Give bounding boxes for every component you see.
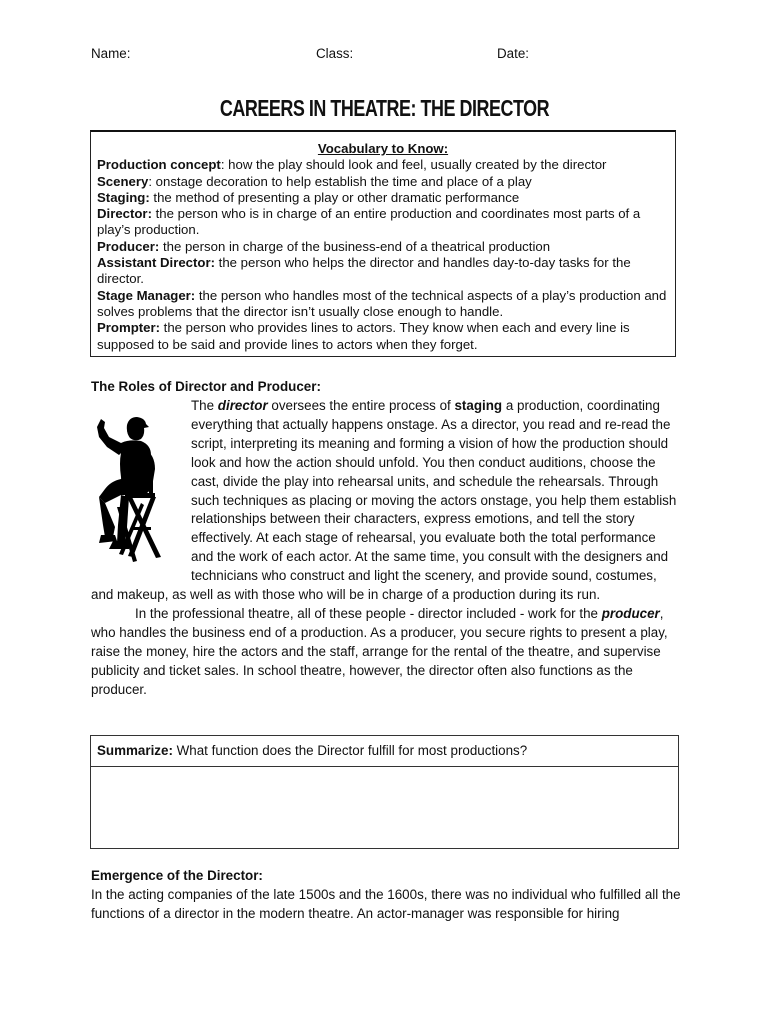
roles-text: , who handles the business end of a production. As a producer, you secure rights to present a play, raise the money, hire the actors and the staff, arrange for the rental of the theatre, and supervise publicity and ticket sales. In school theatre, however, the director often also functions as the producer. xyxy=(91,605,668,697)
vocab-item xyxy=(97,157,669,173)
vocab-item xyxy=(97,288,669,321)
page-title: CAREERS IN THEATRE: THE DIRECTOR xyxy=(219,95,550,121)
date-label: Date: xyxy=(497,46,530,61)
staging-term: staging xyxy=(454,398,503,413)
vocab-definition: the person who is in charge of an entire production and coordinates most parts of a play’s production. xyxy=(97,206,641,238)
vocab-item xyxy=(97,255,669,288)
name-label: Name: xyxy=(91,46,131,61)
vocab-term: Production concept xyxy=(97,157,221,173)
emergence-heading: Emergence of the Director: xyxy=(91,868,263,883)
vocab-definition: : how the play should look and feel, usually created by the director xyxy=(220,157,607,173)
producer-paragraph xyxy=(91,605,679,700)
vocab-definition: the person who helps the director and handles day-to-day tasks for the director. xyxy=(97,255,631,287)
summarize-prompt xyxy=(91,736,678,767)
summarize-label: Summarize: xyxy=(97,743,173,758)
vocab-definition: the person who provides lines to actors. They know when each and every line is supposed to be said and provide lines to actors when they forget. xyxy=(97,320,630,352)
vocabulary-box xyxy=(90,130,676,357)
vocab-term: Scenery xyxy=(97,173,149,189)
vocab-term: Assistant Director: xyxy=(97,255,215,271)
vocab-item xyxy=(97,206,669,239)
vocab-term: Stage Manager: xyxy=(97,287,196,303)
summarize-box xyxy=(90,735,679,849)
emergence-body: In the acting companies of the late 1500s and the 1600s, there was no individual who fulfilled all the functions of a director in the modern theatre. An actor-manager was responsible for hiring xyxy=(91,887,681,921)
roles-text: In the professional theatre, all of these people - director included - work for the xyxy=(135,605,602,621)
director-in-chair-silhouette-icon xyxy=(91,397,191,585)
vocab-item xyxy=(97,174,669,190)
vocab-term: Director: xyxy=(97,206,152,222)
vocabulary-heading: Vocabulary to Know: xyxy=(317,141,449,156)
vocab-definition: the person in charge of the business-end of a theatrical production xyxy=(159,238,551,254)
summarize-question: What function does the Director fulfill for most productions? xyxy=(172,743,528,758)
vocab-term: Prompter: xyxy=(97,320,161,336)
summarize-answer-area[interactable] xyxy=(91,767,678,847)
producer-term: producer xyxy=(601,605,660,621)
vocab-item xyxy=(97,320,669,353)
vocab-term: Producer: xyxy=(97,238,160,254)
class-label: Class: xyxy=(316,46,354,61)
roles-text: oversees the entire process of xyxy=(267,398,455,413)
roles-body xyxy=(91,397,679,700)
vocab-term: Staging: xyxy=(97,189,150,205)
director-term: director xyxy=(217,398,268,413)
vocab-definition: the method of presenting a play or other dramatic performance xyxy=(149,189,520,205)
roles-text: a production, coordinating everything that actually happens onstage. As a director, you read and re-read the script, interpreting its meaning and forming a vision of how the production should look and how the action should unfold. You then conduct auditions, choose the cast, divide the play into rehearsal units, and schedule the rehearsals. Through such techniques as placing or moving the actors onstage, you help them establish relationships between their characters, express emotions, and tell the story effectively. At each stage of rehearsal, you evaluate both the total performance and the work of each actor. At the same time, you consult with the designers and technicians who construct and light the scenery, and provide sound, costumes, and makeup, as well as with those who will be in charge of a production during its run. xyxy=(91,398,677,603)
vocab-definition: the person who handles most of the technical aspects of a play’s production and solves problems that the director isn’t usually close enough to handle. xyxy=(97,287,667,319)
roles-text: The xyxy=(191,398,218,413)
vocab-item xyxy=(97,239,669,255)
vocab-definition: : onstage decoration to help establish the time and place of a play xyxy=(148,173,532,189)
worksheet-header xyxy=(91,45,691,65)
vocab-item xyxy=(97,190,669,206)
roles-heading: The Roles of Director and Producer: xyxy=(91,379,321,394)
